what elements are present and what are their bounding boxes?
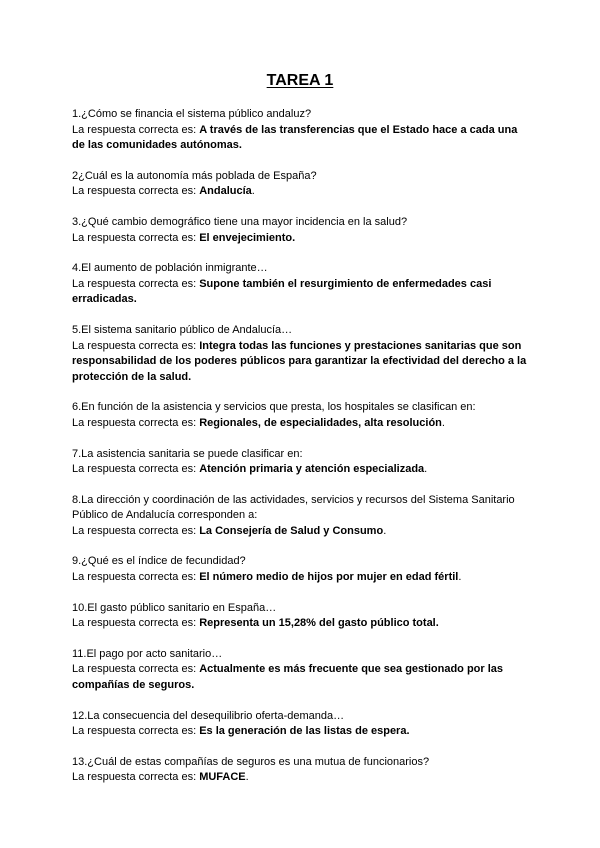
answer-line <box>72 770 532 786</box>
question-text: 2¿Cuál es la autonomía más poblada de España? <box>72 169 317 182</box>
qa-item <box>72 755 532 786</box>
qa-item <box>72 493 532 540</box>
qa-item <box>72 261 532 308</box>
question-text: 11.El pago por acto sanitario… <box>72 647 223 660</box>
answer-prefix: La respuesta correcta es: <box>72 463 200 476</box>
answer-text: El envejecimiento. <box>199 231 296 244</box>
answer-text: Atención primaria y atención especializada <box>199 463 425 476</box>
qa-item <box>72 447 532 478</box>
question-text: 13.¿Cuál de estas compañías de seguros es una mutua de funcionarios? <box>72 755 430 768</box>
answer-text: Regionales, de especialidades, alta resolución <box>199 416 442 429</box>
answer-prefix: La respuesta correcta es: <box>72 123 200 136</box>
answer-line <box>72 416 532 432</box>
answer-prefix: La respuesta correcta es: <box>72 571 200 584</box>
question-text: 5.El sistema sanitario público de Andalucía… <box>72 323 293 336</box>
qa-item <box>72 400 532 431</box>
answer-prefix: La respuesta correcta es: <box>72 185 200 198</box>
answer-line <box>72 231 532 247</box>
answer-prefix: La respuesta correcta es: <box>72 725 200 738</box>
question-text: 7.La asistencia sanitaria se puede clasificar en: <box>72 447 303 460</box>
answer-line <box>72 339 532 386</box>
answer-line <box>72 570 532 586</box>
answer-trailing-punctuation: . <box>245 771 249 784</box>
answer-text: Representa un 15,28% del gasto público total. <box>199 617 439 630</box>
answer-trailing-punctuation: . <box>424 463 428 476</box>
answer-prefix: La respuesta correcta es: <box>72 416 200 429</box>
answer-prefix: La respuesta correcta es: <box>72 663 200 676</box>
qa-item <box>72 554 532 585</box>
answer-line <box>72 724 532 740</box>
qa-item <box>72 215 532 246</box>
answer-text: A través de las transferencias que el Estado hace a cada una de las comunidades autónomas. <box>72 123 518 152</box>
answer-line <box>72 123 532 154</box>
question-text: 12.La consecuencia del desequilibrio oferta-demanda… <box>72 709 345 722</box>
question-text: 1.¿Cómo se financia el sistema público andaluz? <box>72 108 312 120</box>
answer-prefix: La respuesta correcta es: <box>72 339 200 352</box>
answer-trailing-punctuation: . <box>251 185 255 198</box>
answer-line <box>72 462 532 478</box>
answer-line <box>72 662 532 693</box>
answer-text: MUFACE <box>199 771 246 784</box>
answer-prefix: La respuesta correcta es: <box>72 771 200 784</box>
qa-item <box>72 107 532 154</box>
qa-item <box>72 601 532 632</box>
answer-trailing-punctuation: . <box>458 571 462 584</box>
answer-line <box>72 524 532 540</box>
answer-text: La Consejería de Salud y Consumo <box>199 524 384 537</box>
answer-line <box>72 616 532 632</box>
question-text: 3.¿Qué cambio demográfico tiene una mayor incidencia en la salud? <box>72 215 408 228</box>
answer-prefix: La respuesta correcta es: <box>72 617 200 630</box>
question-text: 10.El gasto público sanitario en España… <box>72 601 277 614</box>
question-text: 9.¿Qué es el índice de fecundidad? <box>72 555 246 568</box>
qa-list <box>72 107 532 801</box>
answer-trailing-punctuation: . <box>383 524 387 537</box>
page-title-text: TAREA 1 <box>266 72 334 89</box>
answer-text: El número medio de hijos por mujer en edad fértil <box>199 571 459 584</box>
answer-text: Actualmente es más frecuente que sea gestionado por las compañías de seguros. <box>72 663 504 692</box>
question-text: 4.El aumento de población inmigrante… <box>72 262 268 275</box>
qa-item <box>72 647 532 694</box>
page-title <box>0 72 600 90</box>
answer-text: Supone también el resurgimiento de enfermedades casi erradicadas. <box>72 277 492 306</box>
answer-prefix: La respuesta correcta es: <box>72 277 200 290</box>
qa-item <box>72 323 532 385</box>
answer-text: Andalucía <box>199 185 252 198</box>
qa-item <box>72 169 532 200</box>
question-text: 8.La dirección y coordinación de las actividades, servicios y recursos del Sistema Sanitario Público de Andalucía corresponden a: <box>72 493 518 522</box>
answer-line <box>72 277 532 308</box>
answer-text: Integra todas las funciones y prestaciones sanitarias que son responsabilidad de los poderes públicos para garantizar la efectividad del derecho a la protección de la salud. <box>72 339 527 383</box>
answer-prefix: La respuesta correcta es: <box>72 231 200 244</box>
answer-trailing-punctuation: . <box>441 416 445 429</box>
answer-text: Es la generación de las listas de espera. <box>199 725 410 738</box>
answer-prefix: La respuesta correcta es: <box>72 524 200 537</box>
answer-line <box>72 184 532 200</box>
qa-item <box>72 709 532 740</box>
question-text: 6.En función de la asistencia y servicios que presta, los hospitales se clasifican en: <box>72 401 476 414</box>
